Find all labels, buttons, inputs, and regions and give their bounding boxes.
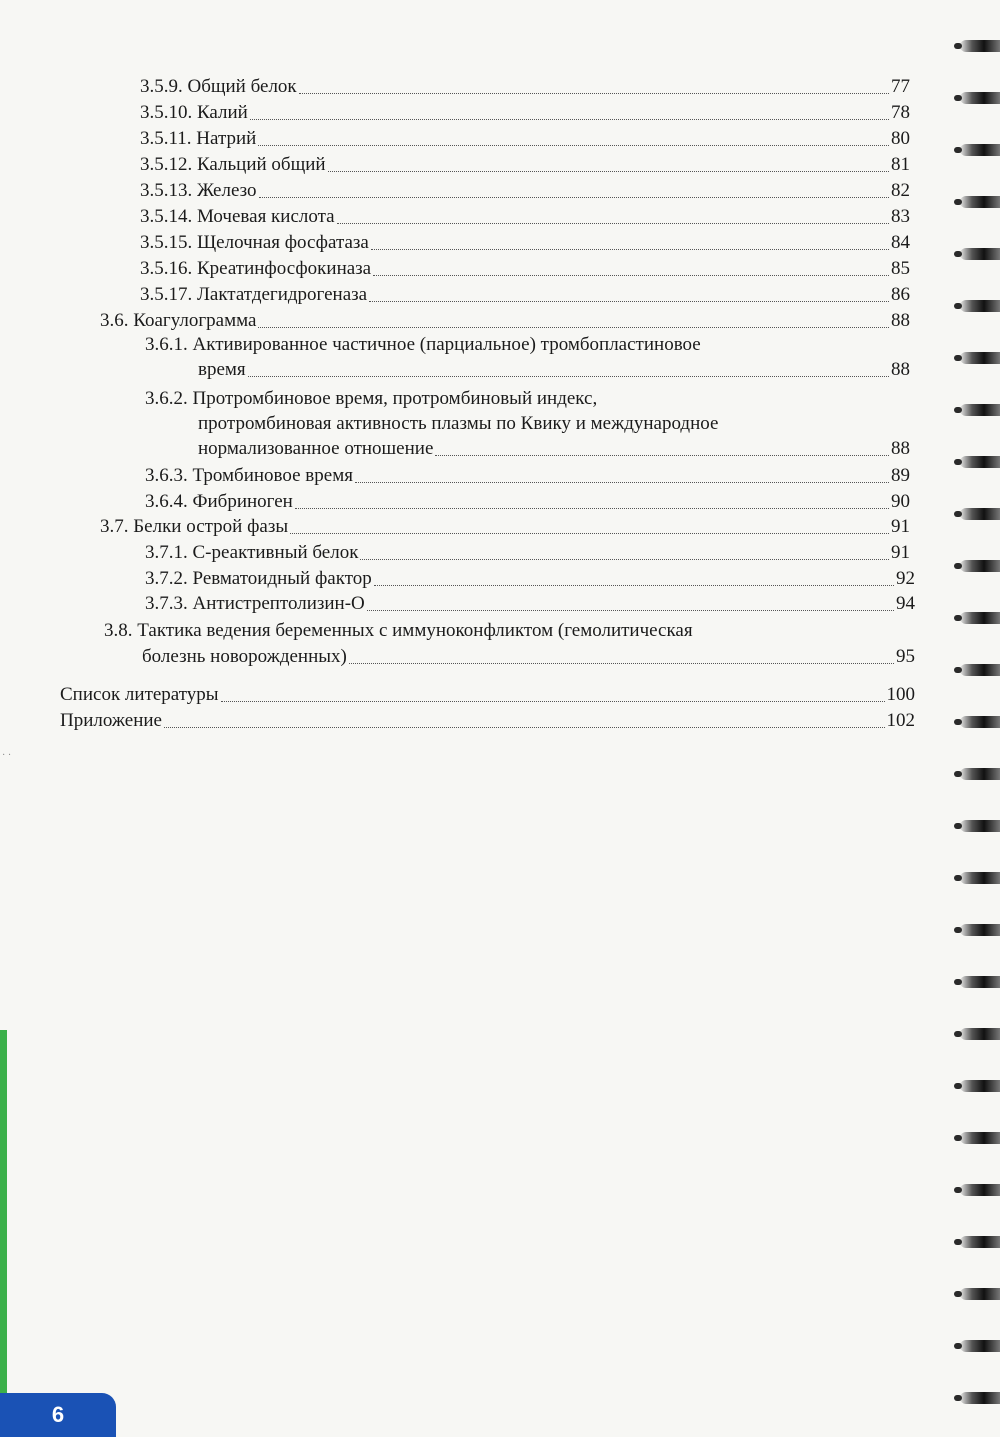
toc-entry-label: 3.5.14. Мочевая кислота xyxy=(140,206,335,227)
toc-entry-page: 84 xyxy=(891,232,910,253)
dot-leader xyxy=(355,482,889,483)
toc-entry-label: 3.6.3. Тромбиновое время xyxy=(145,465,353,486)
toc-entry-page: 83 xyxy=(891,206,910,227)
toc-entry-page: 89 xyxy=(891,465,910,486)
page-number: 6 xyxy=(51,1402,65,1427)
toc-entry-label: нормализованное отношение xyxy=(198,438,434,459)
dot-leader xyxy=(259,197,889,198)
toc-entry-page: 80 xyxy=(891,128,910,149)
toc-entry-label: 3.7.3. Антистрептолизин-О xyxy=(145,593,365,614)
spiral-coil xyxy=(960,924,1000,936)
toc-entry xyxy=(140,100,910,126)
toc-entry xyxy=(145,463,910,489)
toc-entry-page: 100 xyxy=(886,684,915,705)
toc-entry xyxy=(142,644,915,670)
spiral-coil xyxy=(960,560,1000,572)
spiral-coil xyxy=(960,1028,1000,1040)
page-number-badge xyxy=(0,1393,116,1437)
toc-entry-page: 95 xyxy=(896,646,915,667)
toc-entry-label-line1: 3.8. Тактика ведения беременных с иммуноконфликтом (гемолитическая xyxy=(104,620,693,641)
toc-entry-page: 86 xyxy=(891,284,910,305)
toc-entry xyxy=(140,126,910,152)
toc-entry-page: 82 xyxy=(891,180,910,201)
toc-entry xyxy=(145,566,915,592)
toc-entry-page: 90 xyxy=(891,491,910,512)
spiral-coil xyxy=(960,352,1000,364)
toc-entry-label: 3.5.16. Креатинфосфокиназа xyxy=(140,258,372,279)
spiral-coil xyxy=(960,92,1000,104)
spiral-coil xyxy=(960,716,1000,728)
spiral-coil xyxy=(960,196,1000,208)
toc-entry-page: 88 xyxy=(891,438,910,459)
spiral-coil xyxy=(960,1340,1000,1352)
toc-top-entry xyxy=(60,682,915,708)
toc-entry-page: 94 xyxy=(896,593,915,614)
dot-leader xyxy=(221,701,885,702)
dot-leader xyxy=(250,119,889,120)
toc-entry-page: 91 xyxy=(891,516,910,537)
spiral-binding xyxy=(952,40,1000,1437)
toc-entry-label: 3.5.13. Железо xyxy=(140,180,257,201)
toc-entry xyxy=(145,591,915,617)
toc-entry xyxy=(198,357,910,383)
toc-entry-label: болезнь новорожденных) xyxy=(142,646,347,667)
toc-entry-label: 3.5.11. Натрий xyxy=(140,128,257,149)
spiral-coil xyxy=(960,1132,1000,1144)
toc-entry xyxy=(140,152,910,178)
toc-entry-page: 88 xyxy=(891,359,910,380)
toc-entry-page: 92 xyxy=(896,568,915,589)
toc-entry-page: 88 xyxy=(891,310,910,331)
toc-entry-page: 85 xyxy=(891,258,910,279)
spiral-coil xyxy=(960,404,1000,416)
dot-leader xyxy=(435,455,889,456)
dot-leader xyxy=(295,508,889,509)
toc-section xyxy=(100,514,910,540)
toc-entry-label-line2: протромбиновая активность плазмы по Квику и международное xyxy=(198,413,719,434)
dot-leader xyxy=(258,145,889,146)
toc-entry-label: 3.5.17. Лактатдегидрогеназа xyxy=(140,284,368,305)
toc-entry-label: Приложение xyxy=(60,710,162,731)
dot-leader xyxy=(360,559,889,560)
spiral-coil xyxy=(960,768,1000,780)
dot-leader xyxy=(290,533,889,534)
spiral-coil xyxy=(960,664,1000,676)
spiral-coil xyxy=(960,1288,1000,1300)
toc-entry-label: 3.6.4. Фибриноген xyxy=(145,491,293,512)
dot-leader xyxy=(369,301,889,302)
toc-entry-label: 3.5.12. Кальций общий xyxy=(140,154,326,175)
toc-entry-label: время xyxy=(198,359,246,380)
spiral-coil xyxy=(960,456,1000,468)
scan-speck: · · xyxy=(2,750,12,761)
toc-entry-label: 3.7. Белки острой фазы xyxy=(100,516,289,537)
spiral-coil xyxy=(960,1236,1000,1248)
toc-entry xyxy=(145,489,910,515)
dot-leader xyxy=(337,223,889,224)
toc-entry-label: 3.5.15. Щелочная фосфатаза xyxy=(140,232,369,253)
toc-entry-label: 3.6. Коагулограмма xyxy=(100,310,257,331)
toc-entry xyxy=(145,540,910,566)
toc-entry-label: 3.5.9. Общий белок xyxy=(140,76,297,97)
cover-edge-strip xyxy=(0,1030,7,1437)
toc-entry xyxy=(140,282,910,308)
dot-leader xyxy=(258,327,889,328)
toc-entry-label: 3.7.2. Ревматоидный фактор xyxy=(145,568,372,589)
toc-section xyxy=(100,308,910,334)
spiral-coil xyxy=(960,976,1000,988)
toc-entry-label: Список литературы xyxy=(60,684,219,705)
toc-entry-page: 102 xyxy=(886,710,915,731)
toc-entry-page: 81 xyxy=(891,154,910,175)
spiral-coil xyxy=(960,508,1000,520)
spiral-coil xyxy=(960,248,1000,260)
dot-leader xyxy=(371,249,889,250)
spiral-coil xyxy=(960,300,1000,312)
spiral-coil xyxy=(960,612,1000,624)
spiral-coil xyxy=(960,1184,1000,1196)
spiral-coil xyxy=(960,820,1000,832)
dot-leader xyxy=(367,610,894,611)
dot-leader xyxy=(328,171,889,172)
toc-entry xyxy=(140,256,910,282)
dot-leader xyxy=(299,93,889,94)
spiral-coil xyxy=(960,872,1000,884)
dot-leader xyxy=(373,275,889,276)
toc-entry xyxy=(140,204,910,230)
dot-leader xyxy=(374,585,894,586)
toc-entry-page: 77 xyxy=(891,76,910,97)
spiral-coil xyxy=(960,40,1000,52)
toc-entry-label-line1: 3.6.1. Активированное частичное (парциальное) тромбопластиновое xyxy=(145,334,701,355)
toc-entry-page: 91 xyxy=(891,542,910,563)
toc-entry-page: 78 xyxy=(891,102,910,123)
toc-entry xyxy=(140,230,910,256)
toc-entry-label: 3.5.10. Калий xyxy=(140,102,248,123)
spiral-coil xyxy=(960,1080,1000,1092)
dot-leader xyxy=(349,663,894,664)
toc-top-entry xyxy=(60,708,915,734)
spiral-coil xyxy=(960,144,1000,156)
toc-entry-label-line1: 3.6.2. Протромбиновое время, протромбиновый индекс, xyxy=(145,388,598,409)
toc-entry-label: 3.7.1. С-реактивный белок xyxy=(145,542,359,563)
toc-entry xyxy=(140,74,910,100)
toc-entry xyxy=(198,436,910,462)
dot-leader xyxy=(248,376,889,377)
spiral-coil xyxy=(960,1392,1000,1404)
dot-leader xyxy=(164,727,885,728)
toc-entry xyxy=(140,178,910,204)
